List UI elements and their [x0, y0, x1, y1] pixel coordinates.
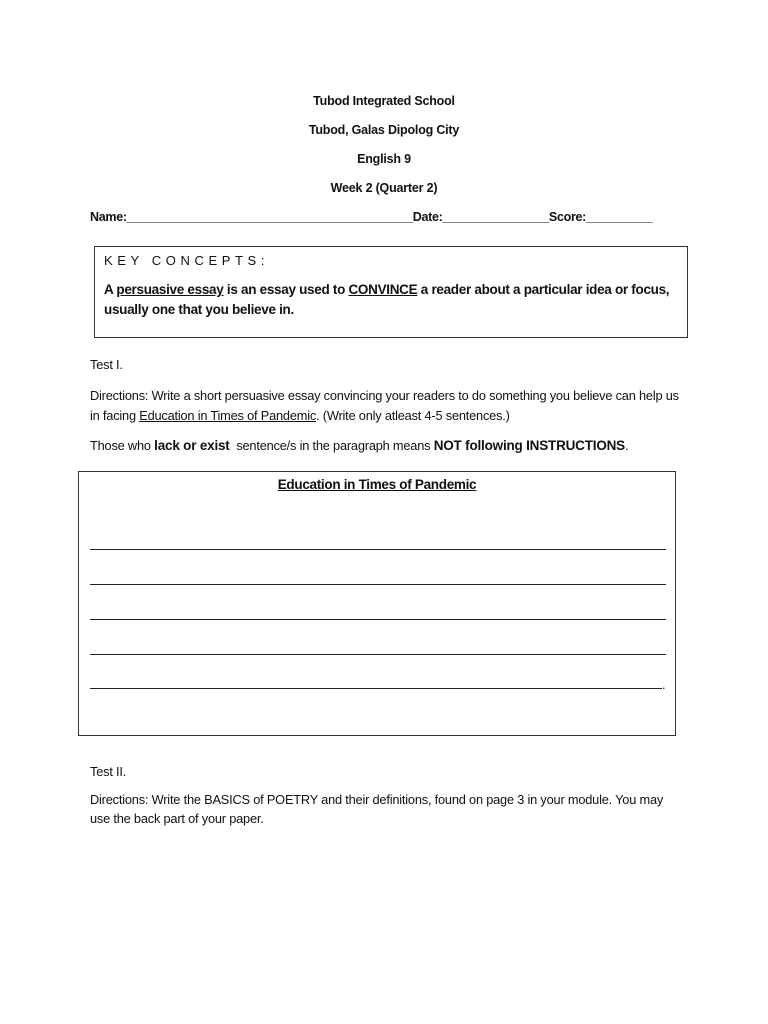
directions-part: . (Write only atleast 4-5 sentences.)	[316, 408, 510, 423]
warning-part: sentence/s in the paragraph means	[229, 438, 434, 453]
writing-line[interactable]	[90, 619, 666, 620]
test2-label: Test II.	[90, 764, 127, 779]
key-concepts-heading: KEY CONCEPTS:	[104, 253, 270, 268]
directions-part: Directions: Write a short persuasive essay convincing your readers to do something you believe can help us in facing	[90, 388, 679, 423]
warning-emphasis: lack or exist	[154, 438, 230, 453]
writing-line[interactable]	[90, 584, 666, 585]
test1-label: Test I.	[90, 357, 123, 372]
directions-topic: Education in Times of Pandemic	[139, 408, 317, 423]
school-address: Tubod, Galas Dipolog City	[308, 123, 460, 137]
term-convince: CONVINCE	[348, 282, 418, 297]
warning-instructions: NOT following INSTRUCTIONS	[433, 438, 625, 453]
key-text-part: A	[104, 282, 117, 297]
essay-title: Education in Times of Pandemic	[277, 477, 477, 492]
school-name: Tubod Integrated School	[313, 94, 455, 108]
test2-directions: Directions: Write the BASICS of POETRY and their definitions, found on page 3 in your module. You may use the back part of your paper.	[90, 792, 664, 826]
warning-part: Those who	[90, 438, 155, 453]
writing-line[interactable]	[90, 688, 662, 689]
key-concepts-box	[94, 246, 688, 338]
test1-directions	[90, 386, 680, 426]
term-persuasive-essay: persuasive essay	[116, 282, 224, 297]
writing-end-period: .	[662, 677, 666, 692]
key-text-part: is an essay used to	[223, 282, 349, 297]
subject-title: English 9	[357, 152, 411, 166]
key-concepts-text	[104, 280, 679, 320]
key-text-part: a reader about a particular idea or focus, usually one that you believe in.	[104, 282, 670, 317]
test1-warning	[90, 436, 628, 456]
writing-line[interactable]	[90, 549, 666, 550]
writing-line[interactable]	[90, 654, 666, 655]
week-label: Week 2 (Quarter 2)	[330, 181, 438, 195]
warning-part: .	[625, 438, 629, 453]
name-date-score-line: Name:___________________________________________Date:________________Score:__________	[90, 210, 653, 224]
essay-answer-box	[78, 471, 676, 736]
